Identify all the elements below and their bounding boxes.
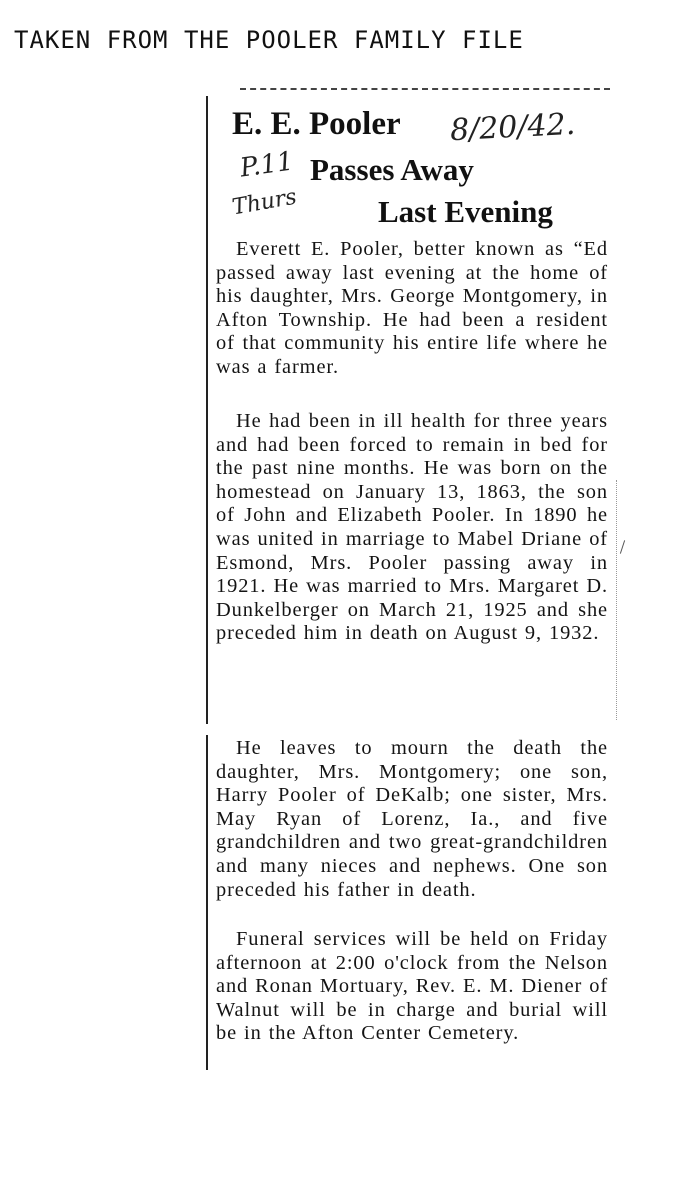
clipping-left-rule-lower [206, 735, 208, 1070]
paragraph-text: Everett E. Pooler, better known as “Ed passed away last evening at the home of his daughter, Mrs. George Montgomery, in Afton Township. He had been a resident of that community his entire life where he was a farmer. [216, 238, 608, 378]
headline-name: E. E. Pooler [232, 106, 401, 142]
paragraph-text: Funeral services will be held on Friday afternoon at 2:00 o'clock from the Nelson and Ronan Mortuary, Rev. E. M. Diener of Walnut will be in charge and burial will be in the Afton Center Cemetery. [216, 928, 609, 1045]
headline-last-evening: Last Evening [378, 194, 553, 229]
handwritten-date: 8/20/42. [449, 106, 577, 149]
obituary-paragraph-2 [216, 410, 608, 646]
stray-mark [620, 540, 625, 554]
paragraph-text: He leaves to mourn the death the daughter, Mrs. Montgomery; one son, Harry Pooler of DeKalb; one sister, Mrs. May Ryan of Lorenz, Ia., and five grandchildren and two great-grandchildren and many nieces and nephews. One son preceded his father in death. [216, 737, 608, 901]
obituary-paragraph-1 [216, 238, 608, 380]
handwritten-page-number: P.11 [238, 146, 296, 184]
paragraph-text: He had been in ill health for three years and had been forced to remain in bed for the past nine months. He was born on the homestead on January 13, 1863, the son of John and Elizabeth Pooler. In 1890 he was united in marriage to Mabel Driane of Esmond, Mrs. Pooler passing away in 1921. He was married to Mrs. Margaret D. Dunkelberger on March 21, 1925 and she preceded him in death on August 9, 1932. [216, 410, 608, 645]
headline-passes-away: Passes Away [310, 152, 474, 187]
family-file-header: TAKEN FROM THE POOLER FAMILY FILE [14, 26, 524, 54]
obituary-paragraph-3 [216, 737, 608, 902]
clipping-top-rule [240, 88, 610, 90]
clipping-right-edge [616, 480, 617, 720]
clipping-left-rule-upper [206, 96, 208, 724]
handwritten-day: Thurs [230, 184, 299, 221]
obituary-paragraph-4 [216, 928, 608, 1046]
